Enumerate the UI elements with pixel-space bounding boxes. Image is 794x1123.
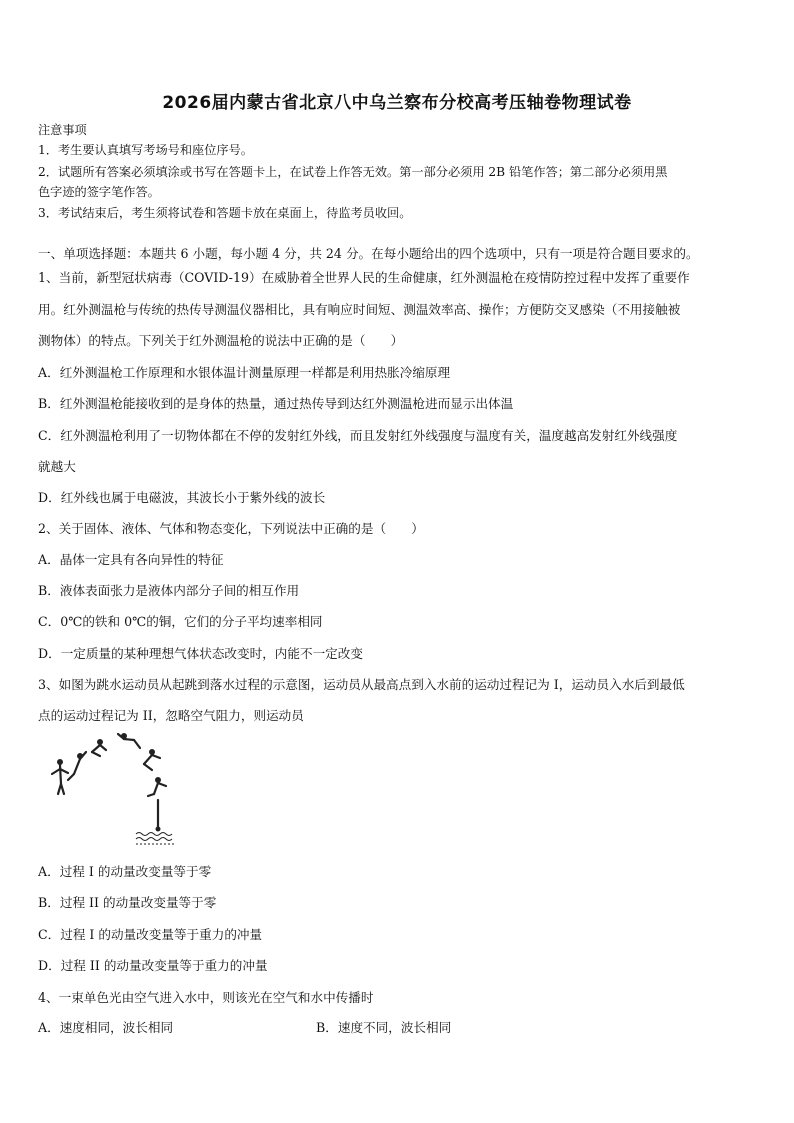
q3-option-a: A．过程 I 的动量改变量等于零 xyxy=(38,864,212,879)
q1-option-b: B．红外测温枪能接收到的是身体的热量，通过热传导到达红外测温枪进而显示出体温 xyxy=(38,396,514,411)
q1-stem-line: 1、当前，新型冠状病毒（COVID-19）在威胁着全世界人民的生命健康，红外测温枪在疫情防控过程中发挥了重要作 xyxy=(38,270,690,285)
q3-option-d: D．过程 II 的动量改变量等于重力的冲量 xyxy=(38,958,268,973)
notice-item: 1．考生要认真填写考场号和座位序号。 xyxy=(38,143,253,157)
q1-option-a: A．红外测温枪工作原理和水银体温计测量原理一样都是利用热胀冷缩原理 xyxy=(38,365,451,380)
q1-option-d: D．红外线也属于电磁波，其波长小于紫外线的波长 xyxy=(38,490,326,505)
q4-option-a: A．速度相同，波长相同 xyxy=(38,1020,174,1035)
page-title: 2026届内蒙古省北京八中乌兰察布分校高考压轴卷物理试卷 xyxy=(162,93,632,113)
q1-stem-line: 测物体）的特点。下列关于红外测温枪的说法中正确的是（ ） xyxy=(38,333,404,348)
diver-figure-6 xyxy=(148,777,166,796)
section-heading: 一、单项选择题：本题共 6 小题，每小题 4 分，共 24 分。在每小题给出的四个选项中，只有一项是符合题目要求的。 xyxy=(38,246,699,261)
notice-item: 3．考试结束后，考生须将试卷和答题卡放在桌面上，待监考员收回。 xyxy=(38,206,412,220)
diver-figure-1 xyxy=(52,759,68,794)
water-surface xyxy=(136,833,174,845)
q1-stem-line: 用。红外测温枪与传统的热传导测温仪器相比，具有响应时间短、测温效率高、操作；方便防交叉感染（不用接触被 xyxy=(38,302,681,317)
notice-heading: 注意事项 xyxy=(38,123,87,137)
q1-option-c-cont: 就越大 xyxy=(38,459,76,474)
q3-stem-line: 3、如图为跳水运动员从起跳到落水过程的示意图，运动员从最高点到入水前的运动过程记为 I，运动员入水后到最低 xyxy=(38,677,685,692)
diver-figure-5 xyxy=(144,749,160,770)
q2-option-a: A．晶体一定具有各向异性的特征 xyxy=(38,552,224,567)
q1-option-c: C．红外测温枪利用了一切物体都在不停的发射红外线，而且发射红外线强度与温度有关，温度越高发射红外线强度 xyxy=(38,428,678,443)
q3-option-c: C．过程 I 的动量改变量等于重力的冲量 xyxy=(38,927,263,942)
diver-figure-7 xyxy=(156,800,161,832)
diver-figure-2 xyxy=(68,752,86,780)
q3-option-b: B．过程 II 的动量改变量等于零 xyxy=(38,895,217,910)
diver-figure-4 xyxy=(118,733,140,748)
q2-option-b: B．液体表面张力是液体内部分子间的相互作用 xyxy=(38,583,300,598)
q2-option-c: C．0℃的铁和 0℃的铜，它们的分子平均速率相同 xyxy=(38,614,323,629)
q2-stem: 2、关于固体、液体、气体和物态变化，下列说法中正确的是（ ） xyxy=(38,521,424,536)
q3-stem-line: 点的运动过程记为 II，忽略空气阻力，则运动员 xyxy=(38,708,304,723)
diver-figure-3 xyxy=(92,739,106,756)
notice-item: 2．试题所有答案必须填涂或书写在答题卡上，在试卷上作答无效。第一部分必须用 2B 铅笔作答；第二部分必须用黑 xyxy=(38,165,668,179)
notice-item: 色字迹的签字笔作答。 xyxy=(38,185,160,199)
q2-option-d: D．一定质量的某种理想气体状态改变时，内能不一定改变 xyxy=(38,646,363,661)
diver-diagram xyxy=(40,728,180,850)
q4-option-b: B．速度不同，波长相同 xyxy=(316,1020,452,1035)
q4-stem: 4、一束单色光由空气进入水中，则该光在空气和水中传播时 xyxy=(38,990,374,1005)
